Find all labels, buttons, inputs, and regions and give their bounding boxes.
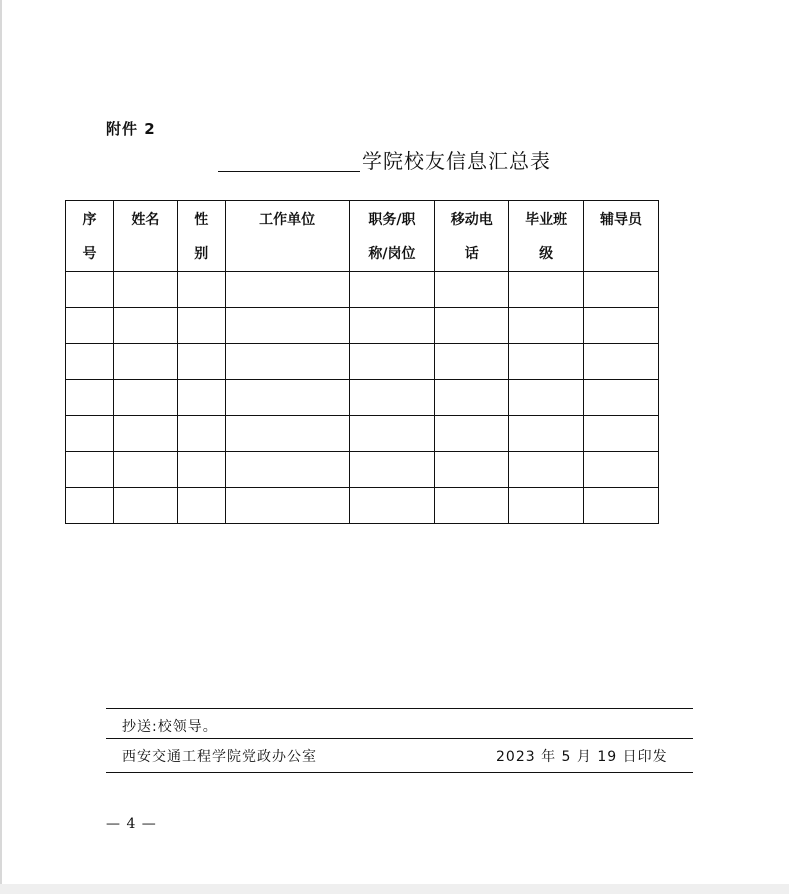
table-cell[interactable] bbox=[113, 308, 177, 344]
table-cell[interactable] bbox=[113, 272, 177, 308]
table-cell[interactable] bbox=[435, 416, 509, 452]
footer-divider-middle bbox=[106, 738, 693, 739]
table-row bbox=[66, 488, 659, 524]
table-cell[interactable] bbox=[177, 272, 225, 308]
table-cell[interactable] bbox=[509, 344, 584, 380]
table-cell[interactable] bbox=[349, 416, 435, 452]
table-row bbox=[66, 344, 659, 380]
table-cell[interactable] bbox=[113, 380, 177, 416]
table-cell[interactable] bbox=[113, 452, 177, 488]
table-cell[interactable] bbox=[584, 380, 659, 416]
table-cell[interactable] bbox=[584, 488, 659, 524]
table-cell[interactable] bbox=[435, 452, 509, 488]
table-cell[interactable] bbox=[225, 308, 349, 344]
table-cell[interactable] bbox=[66, 344, 114, 380]
table-body bbox=[66, 272, 659, 524]
table-row bbox=[66, 452, 659, 488]
table-cell[interactable] bbox=[225, 344, 349, 380]
table-cell[interactable] bbox=[113, 488, 177, 524]
header-serial-number: 序 号 bbox=[66, 201, 114, 272]
header-gender: 性 别 bbox=[177, 201, 225, 272]
attachment-label: 附件 2 bbox=[106, 120, 156, 138]
footer-divider-bottom bbox=[106, 772, 693, 773]
table-cell[interactable] bbox=[225, 488, 349, 524]
table-row bbox=[66, 416, 659, 452]
header-counselor: 辅导员 bbox=[584, 201, 659, 272]
title-text: 学院校友信息汇总表 bbox=[362, 149, 551, 173]
table-cell[interactable] bbox=[66, 488, 114, 524]
header-name: 姓名 bbox=[113, 201, 177, 272]
header-mobile: 移动电 话 bbox=[435, 201, 509, 272]
table-row bbox=[66, 380, 659, 416]
table-cell[interactable] bbox=[113, 416, 177, 452]
table-cell[interactable] bbox=[225, 380, 349, 416]
table-cell[interactable] bbox=[177, 380, 225, 416]
table-cell[interactable] bbox=[435, 344, 509, 380]
table-cell[interactable] bbox=[435, 272, 509, 308]
table-cell[interactable] bbox=[113, 344, 177, 380]
table-cell[interactable] bbox=[584, 344, 659, 380]
header-employer: 工作单位 bbox=[225, 201, 349, 272]
table-cell[interactable] bbox=[177, 416, 225, 452]
table-cell[interactable] bbox=[177, 452, 225, 488]
issue-date: 2023 年 5 月 19 日印发 bbox=[496, 749, 668, 765]
table-cell[interactable] bbox=[225, 272, 349, 308]
table-row bbox=[66, 272, 659, 308]
table-cell[interactable] bbox=[509, 416, 584, 452]
table-cell[interactable] bbox=[349, 488, 435, 524]
document-title bbox=[218, 148, 551, 172]
table-cell[interactable] bbox=[349, 344, 435, 380]
table-cell[interactable] bbox=[66, 452, 114, 488]
table-cell[interactable] bbox=[435, 308, 509, 344]
table-cell[interactable] bbox=[177, 488, 225, 524]
table-cell[interactable] bbox=[66, 272, 114, 308]
table-cell[interactable] bbox=[349, 380, 435, 416]
table-cell[interactable] bbox=[435, 488, 509, 524]
table-cell[interactable] bbox=[66, 416, 114, 452]
issuing-office: 西安交通工程学院党政办公室 bbox=[122, 749, 317, 765]
title-blank-underline bbox=[218, 151, 360, 172]
table-cell[interactable] bbox=[509, 380, 584, 416]
table-cell[interactable] bbox=[584, 272, 659, 308]
footer-divider-top bbox=[106, 708, 693, 709]
table-cell[interactable] bbox=[509, 308, 584, 344]
table-cell[interactable] bbox=[225, 452, 349, 488]
table-cell[interactable] bbox=[509, 488, 584, 524]
cc-line: 抄送:校领导。 bbox=[122, 719, 218, 735]
table-cell[interactable] bbox=[177, 344, 225, 380]
page-bottom-shade bbox=[0, 884, 789, 894]
page-edge bbox=[0, 0, 2, 894]
table-cell[interactable] bbox=[349, 308, 435, 344]
table-cell[interactable] bbox=[584, 452, 659, 488]
table-header-row bbox=[66, 201, 659, 272]
table-cell[interactable] bbox=[66, 380, 114, 416]
table-cell[interactable] bbox=[225, 416, 349, 452]
alumni-summary-table bbox=[65, 200, 659, 524]
table-cell[interactable] bbox=[584, 416, 659, 452]
page-number: — 4 — bbox=[106, 816, 157, 832]
header-graduation-class: 毕业班 级 bbox=[509, 201, 584, 272]
table-cell[interactable] bbox=[509, 452, 584, 488]
table-cell[interactable] bbox=[349, 272, 435, 308]
table-cell[interactable] bbox=[177, 308, 225, 344]
table-row bbox=[66, 308, 659, 344]
table-cell[interactable] bbox=[66, 308, 114, 344]
header-position: 职务/职 称/岗位 bbox=[349, 201, 435, 272]
table-cell[interactable] bbox=[584, 308, 659, 344]
table-cell[interactable] bbox=[509, 272, 584, 308]
table-cell[interactable] bbox=[349, 452, 435, 488]
table-cell[interactable] bbox=[435, 380, 509, 416]
